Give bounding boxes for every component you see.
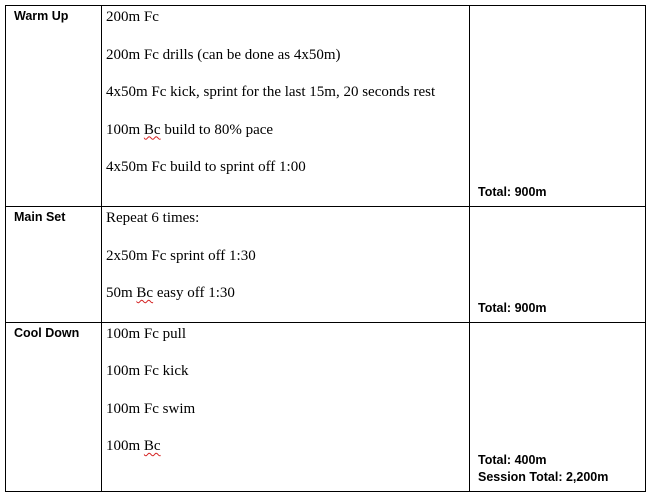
main-set-label-cell[interactable] xyxy=(6,207,102,323)
set-item: Repeat 6 times: xyxy=(106,210,200,226)
section-label: Warm Up xyxy=(14,9,69,23)
spellcheck-flagged-word: Bc xyxy=(143,438,161,454)
set-item: 50m Bc easy off 1:30 xyxy=(106,285,235,301)
session-plan-table xyxy=(5,5,646,492)
section-label: Cool Down xyxy=(14,325,80,340)
set-item: 2x50m Fc sprint off 1:30 xyxy=(106,247,256,264)
warm-up-items-cell[interactable] xyxy=(102,6,470,207)
section-total: Total: 400m xyxy=(478,452,547,467)
set-item: 100m Bc build to 80% pace xyxy=(106,121,274,138)
set-item: 200m Fc xyxy=(106,9,159,25)
set-item: 100m Fc kick xyxy=(106,363,189,379)
main-set-row xyxy=(6,207,646,323)
section-total: Total: 900m xyxy=(478,300,547,315)
main-set-items-cell[interactable] xyxy=(102,207,470,323)
section-total: Total: 900m xyxy=(478,185,547,199)
session-total: Session Total: 2,200m xyxy=(478,469,609,484)
warm-up-label-cell[interactable] xyxy=(6,6,102,207)
set-item: 4x50m Fc build to sprint off 1:00 xyxy=(106,159,306,175)
spellcheck-flagged-word: Bc xyxy=(143,121,161,138)
set-item: 100m Bc xyxy=(106,438,161,454)
main-set-total-cell[interactable] xyxy=(470,207,646,323)
section-label: Main Set xyxy=(14,210,66,224)
cool-down-label-cell[interactable] xyxy=(6,322,102,491)
set-item: 100m Fc pull xyxy=(106,325,187,342)
set-item: 4x50m Fc kick, sprint for the last 15m, 20 seconds rest xyxy=(106,84,436,100)
set-item: 200m Fc drills (can be done as 4x50m) xyxy=(106,46,341,63)
spellcheck-flagged-word: Bc xyxy=(136,285,154,301)
set-item: 100m Fc swim xyxy=(106,400,196,417)
warm-up-total-cell[interactable] xyxy=(470,6,646,207)
cool-down-total-cell[interactable] xyxy=(470,322,646,491)
cool-down-items-cell[interactable] xyxy=(102,322,470,491)
cool-down-row xyxy=(6,322,646,491)
warm-up-row xyxy=(6,6,646,207)
